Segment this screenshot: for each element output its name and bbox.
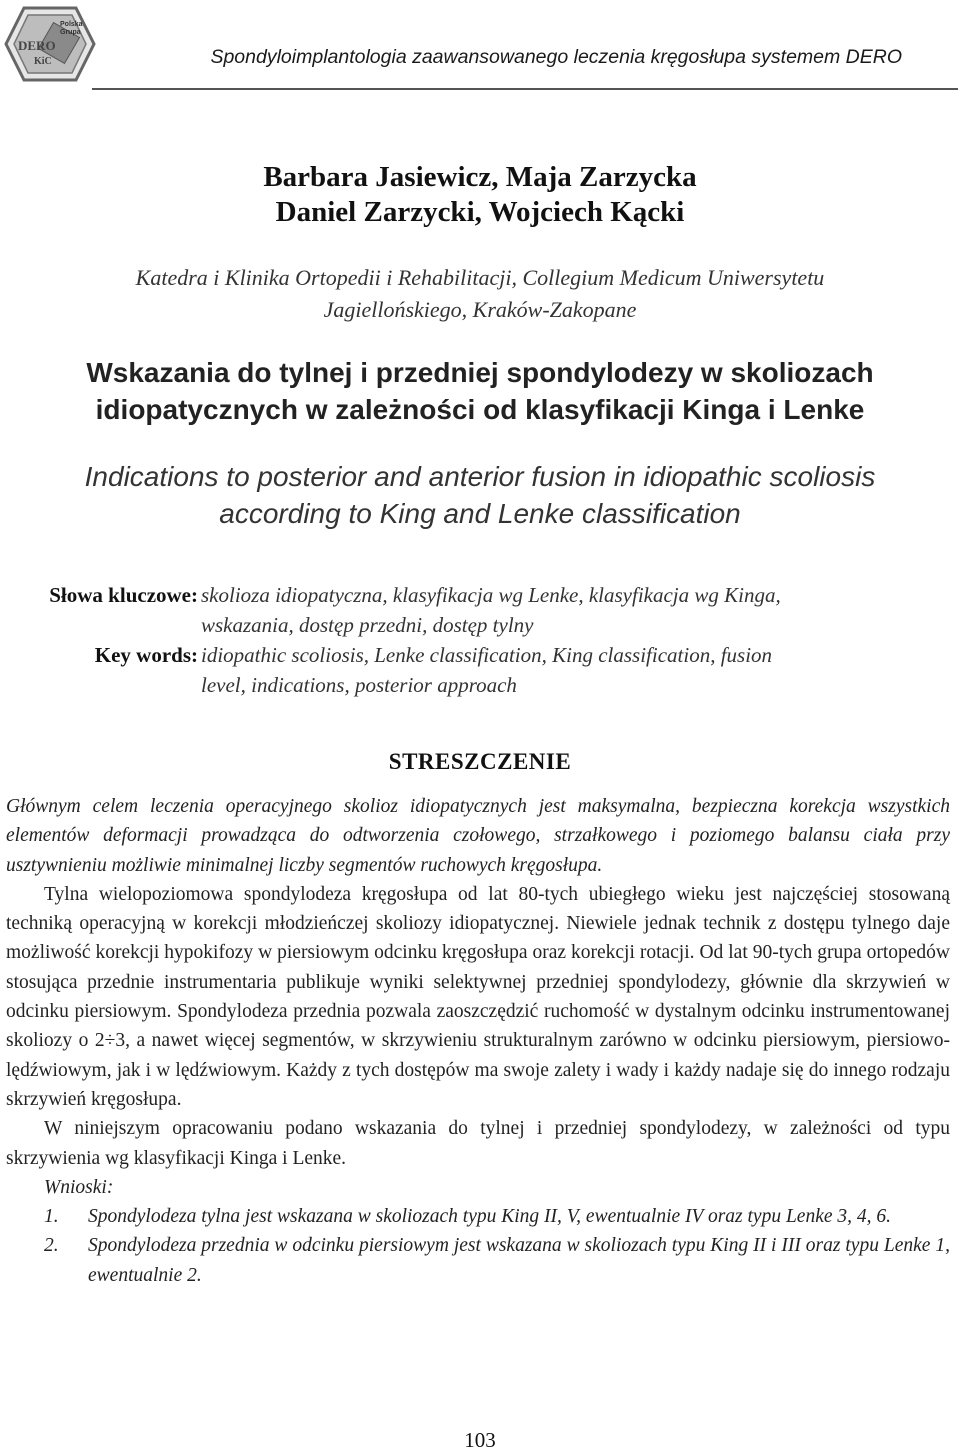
affiliation-line: Katedra i Klinika Ortopedii i Rehabilitacji, Collegium Medicum Uniwersytetu bbox=[135, 265, 825, 290]
affiliation-line: Jagiellońskiego, Kraków-Zakopane bbox=[323, 297, 637, 322]
title-english bbox=[0, 458, 960, 532]
abstract-paragraph: W niniejszym opracowaniu podano wskazania do tylnej i przedniej spondylodezy, w zależności od typu skrzywienia wg klasyfikacji Kinga i Lenke. bbox=[6, 1118, 950, 1169]
authors-line: Daniel Zarzycki, Wojciech Kącki bbox=[275, 196, 685, 228]
affiliation bbox=[40, 262, 920, 326]
keywords-pl-label: Słowa kluczowe: bbox=[49, 583, 198, 607]
running-head: Spondyloimplantologia zaawansowanego leczenia kręgosłupa systemem DERO bbox=[210, 46, 902, 68]
header-rule bbox=[92, 88, 958, 90]
authors bbox=[0, 160, 960, 230]
keywords-en-row-cont bbox=[6, 670, 956, 700]
keywords-pl-text: skolioza idiopatyczna, klasyfikacja wg Lenke, klasyfikacja wg Kinga, bbox=[201, 583, 781, 607]
keywords-en-row bbox=[6, 640, 956, 670]
title-polish bbox=[0, 354, 960, 428]
authors-line: Barbara Jasiewicz, Maja Zarzycka bbox=[263, 161, 697, 193]
conclusion-item bbox=[6, 1231, 950, 1290]
keywords-en-text: level, indications, posterior approach bbox=[201, 673, 517, 697]
conclusion-text: Spondylodeza przednia w odcinku piersiowym jest wskazana w skoliozach typu King II i III oraz typu Lenke 1, ewentualnie 2. bbox=[88, 1235, 950, 1286]
keywords-pl-row bbox=[6, 580, 956, 610]
keywords-pl-row-cont bbox=[6, 610, 956, 640]
title-polish-line: Wskazania do tylnej i przedniej spondylodezy w skoliozach bbox=[86, 357, 874, 388]
keywords-en-label: Key words: bbox=[94, 643, 198, 667]
conclusion-text: Spondylodeza tylna jest wskazana w skoliozach typu King II, V, ewentualnie IV oraz typu Lenke 3, 4, 6. bbox=[88, 1206, 892, 1228]
svg-text:DERO: DERO bbox=[18, 38, 56, 53]
svg-text:Grupa: Grupa bbox=[60, 29, 81, 36]
conclusion-item bbox=[6, 1202, 950, 1231]
conclusion-number: 1. bbox=[44, 1206, 59, 1228]
keywords-pl-text: wskazania, dostęp przedni, dostęp tylny bbox=[201, 613, 534, 637]
abstract-paragraph: Głównym celem leczenia operacyjnego skolioz idiopatycznych jest maksymalna, bezpieczna korekcja wszystkich elementów deformacji prowadząca do odtworzenia czołowego, strzałkowego i poziomego balansu ciała przy usztywnieniu możliwie minimalnej liczby segmentów ruchowych kręgosłupa. bbox=[6, 796, 950, 876]
dero-logo bbox=[4, 4, 96, 84]
keywords-block bbox=[6, 580, 956, 700]
abstract-paragraph: Tylna wielopoziomowa spondylodeza kręgosłupa od lat 80-tych ubiegłego wieku jest najczęściej stosowaną techniką operacyjną w korekcji młodzieńczej skoliozy idiopatycznej. Niewiele jednak technik z dostępu tylnego daje możliwość korekcji hypokifozy w piersiowym odcinku kręgosłupa oraz korekcji rotacji. Od lat 90-tych grupa ortopedów stosująca przednie instrumentaria publikuje wyniki selektywnej przedniej spondylodezy, głównie dla skrzywień w odcinku piersiowym. Spondylodeza przednia pozwala zaoszczędzić ruchomość w dystalnym odcinku instrumentowanej skoliozy o 2÷3, a nawet więcej segmentów, w skrzywieniu strukturalnym zarówno w odcinku piersiowym, piersiowo-lędźwiowym, jak i w lędźwiowym. Każdy z tych dostępów ma swoje zalety i wady i każdy nadaje się do innego rodzaju skrzywień kręgosłupa. bbox=[6, 883, 950, 1110]
conclusions-label: Wnioski: bbox=[44, 1176, 114, 1198]
page-number: 103 bbox=[464, 1428, 496, 1452]
section-heading: STRESZCZENIE bbox=[388, 749, 572, 774]
svg-text:KiC: KiC bbox=[34, 56, 52, 67]
title-english-line: Indications to posterior and anterior fusion in idiopathic scoliosis bbox=[84, 461, 876, 492]
title-polish-line: idiopatycznych w zależności od klasyfikacji Kinga i Lenke bbox=[95, 394, 865, 425]
abstract-body bbox=[6, 792, 950, 1290]
title-english-line: according to King and Lenke classification bbox=[219, 498, 741, 529]
keywords-en-text: idiopathic scoliosis, Lenke classification, King classification, fusion bbox=[201, 643, 773, 667]
svg-text:Polska: Polska bbox=[60, 21, 83, 28]
page-header bbox=[0, 0, 960, 94]
conclusion-number: 2. bbox=[44, 1235, 59, 1257]
